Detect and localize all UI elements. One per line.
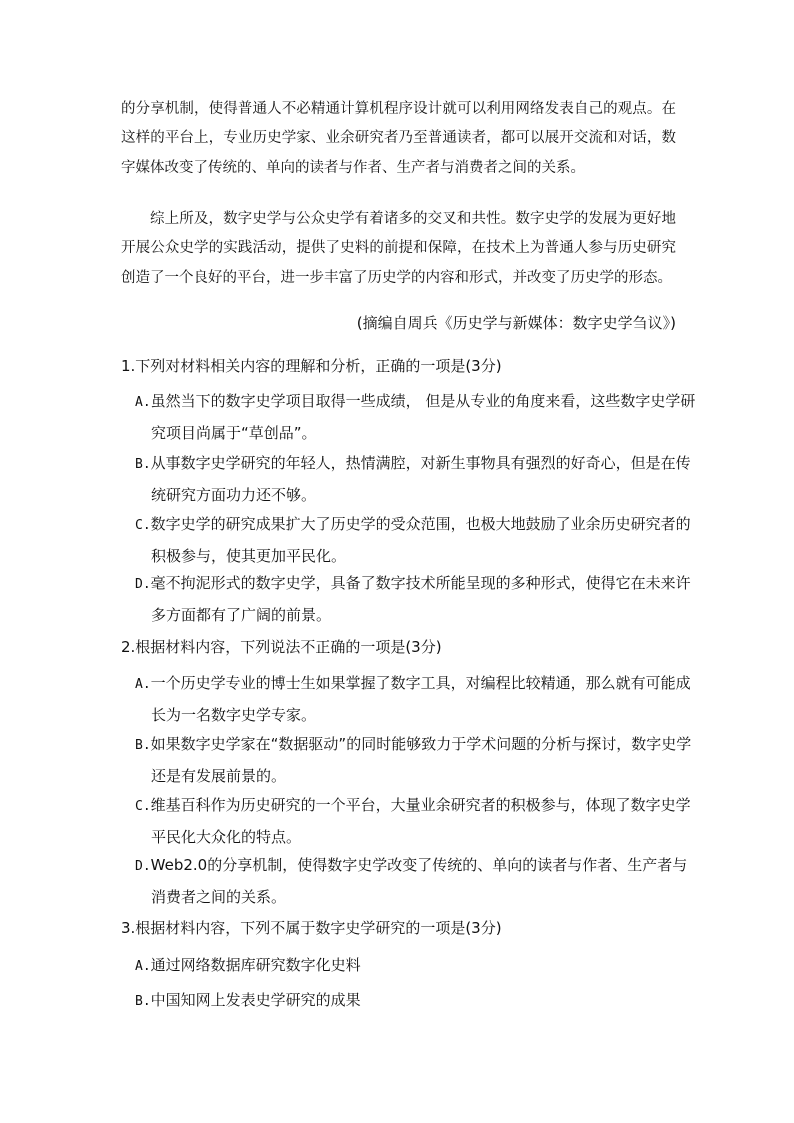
option-label: D. xyxy=(135,577,151,592)
option-label: A. xyxy=(135,395,151,410)
option-text: 数字史学的研究成果扩大了历史学的受众范围，也极大地鼓励了业余历史研究者的积极参与，使其更加平民化。 xyxy=(150,515,691,565)
option-label: B. xyxy=(135,994,151,1009)
passage-paragraph-1: 的分享机制，使得普通人不必精通计算机程序设计就可以利用网络发表自己的观点。在这样的平台上，专业历史学家、业余研究者乃至普通读者，都可以展开交流和对话，数字媒体改变了传统的、单向的读者与作者、生产者与消费者之间的关系。 xyxy=(121,101,676,176)
question-1-option-b xyxy=(135,448,696,510)
option-text: Web2.0的分享机制，使得数字史学改变了传统的、单向的读者与作者、生产者与消费者之间的关系。 xyxy=(150,856,688,906)
option-text: 如果数字史学家在“数据驱动”的同时能够致力于学术问题的分析与探讨，数字史学还是有发展前景的。 xyxy=(150,735,692,785)
option-text: 毫不拘泥形式的数字史学，具备了数字技术所能呈现的多种形式，使得它在未来许多方面都有了广阔的前景。 xyxy=(150,574,691,624)
option-label: A. xyxy=(135,959,151,974)
option-text: 通过网络数据库研究数字化史料 xyxy=(150,956,361,974)
option-label: B. xyxy=(135,738,151,753)
question-1-option-a xyxy=(135,386,696,448)
source-citation: (摘编自周兵《历史学与新媒体：数字史学刍议》) xyxy=(356,314,676,332)
option-text: 从事数字史学研究的年轻人，热情满腔，对新生事物具有强烈的好奇心，但是在传统研究方面功力还不够。 xyxy=(150,454,691,504)
question-1-option-d xyxy=(135,568,696,630)
question-2-option-a xyxy=(135,668,696,730)
question-3-stem: 3.根据材料内容，下列不属于数字史学研究的一项是(3分) xyxy=(121,919,502,937)
question-1-stem: 1.下列对材料相关内容的理解和分析，正确的一项是(3分) xyxy=(121,357,502,375)
option-text: 一个历史学专业的博士生如果掌握了数字工具，对编程比较精通，那么就有可能成长为一名数字史学专家。 xyxy=(150,674,691,724)
question-2-stem: 2.根据材料内容，下列说法不正确的一项是(3分) xyxy=(121,638,442,656)
option-text: 虽然当下的数字史学项目取得一些成绩， 但是从专业的角度来看，这些数字史学研究项目尚属于“草创品”。 xyxy=(150,392,696,442)
option-label: B. xyxy=(135,457,151,472)
question-3-option-b xyxy=(135,985,696,1017)
question-2-option-d xyxy=(135,850,696,912)
option-text: 中国知网上发表史学研究的成果 xyxy=(150,991,361,1009)
option-label: C. xyxy=(135,799,151,814)
option-text: 维基百科作为历史研究的一个平台，大量业余研究者的积极参与，体现了数字史学平民化大众化的特点。 xyxy=(150,796,691,846)
question-2-option-c xyxy=(135,790,696,852)
option-label: C. xyxy=(135,518,151,533)
option-label: A. xyxy=(135,677,151,692)
question-2-option-b xyxy=(135,729,696,791)
question-3-option-a xyxy=(135,950,696,982)
option-label: D. xyxy=(135,859,151,874)
passage-paragraph-2: 综上所及，数字史学与公众史学有着诸多的交叉和共性。数字史学的发展为更好地开展公众史学的实践活动，提供了史料的前提和保障，在技术上为普通人参与历史研究创造了一个良好的平台，进一步丰富了历史学的内容和形式，并改变了历史学的形态。 xyxy=(121,211,676,286)
question-1-option-c xyxy=(135,509,696,571)
